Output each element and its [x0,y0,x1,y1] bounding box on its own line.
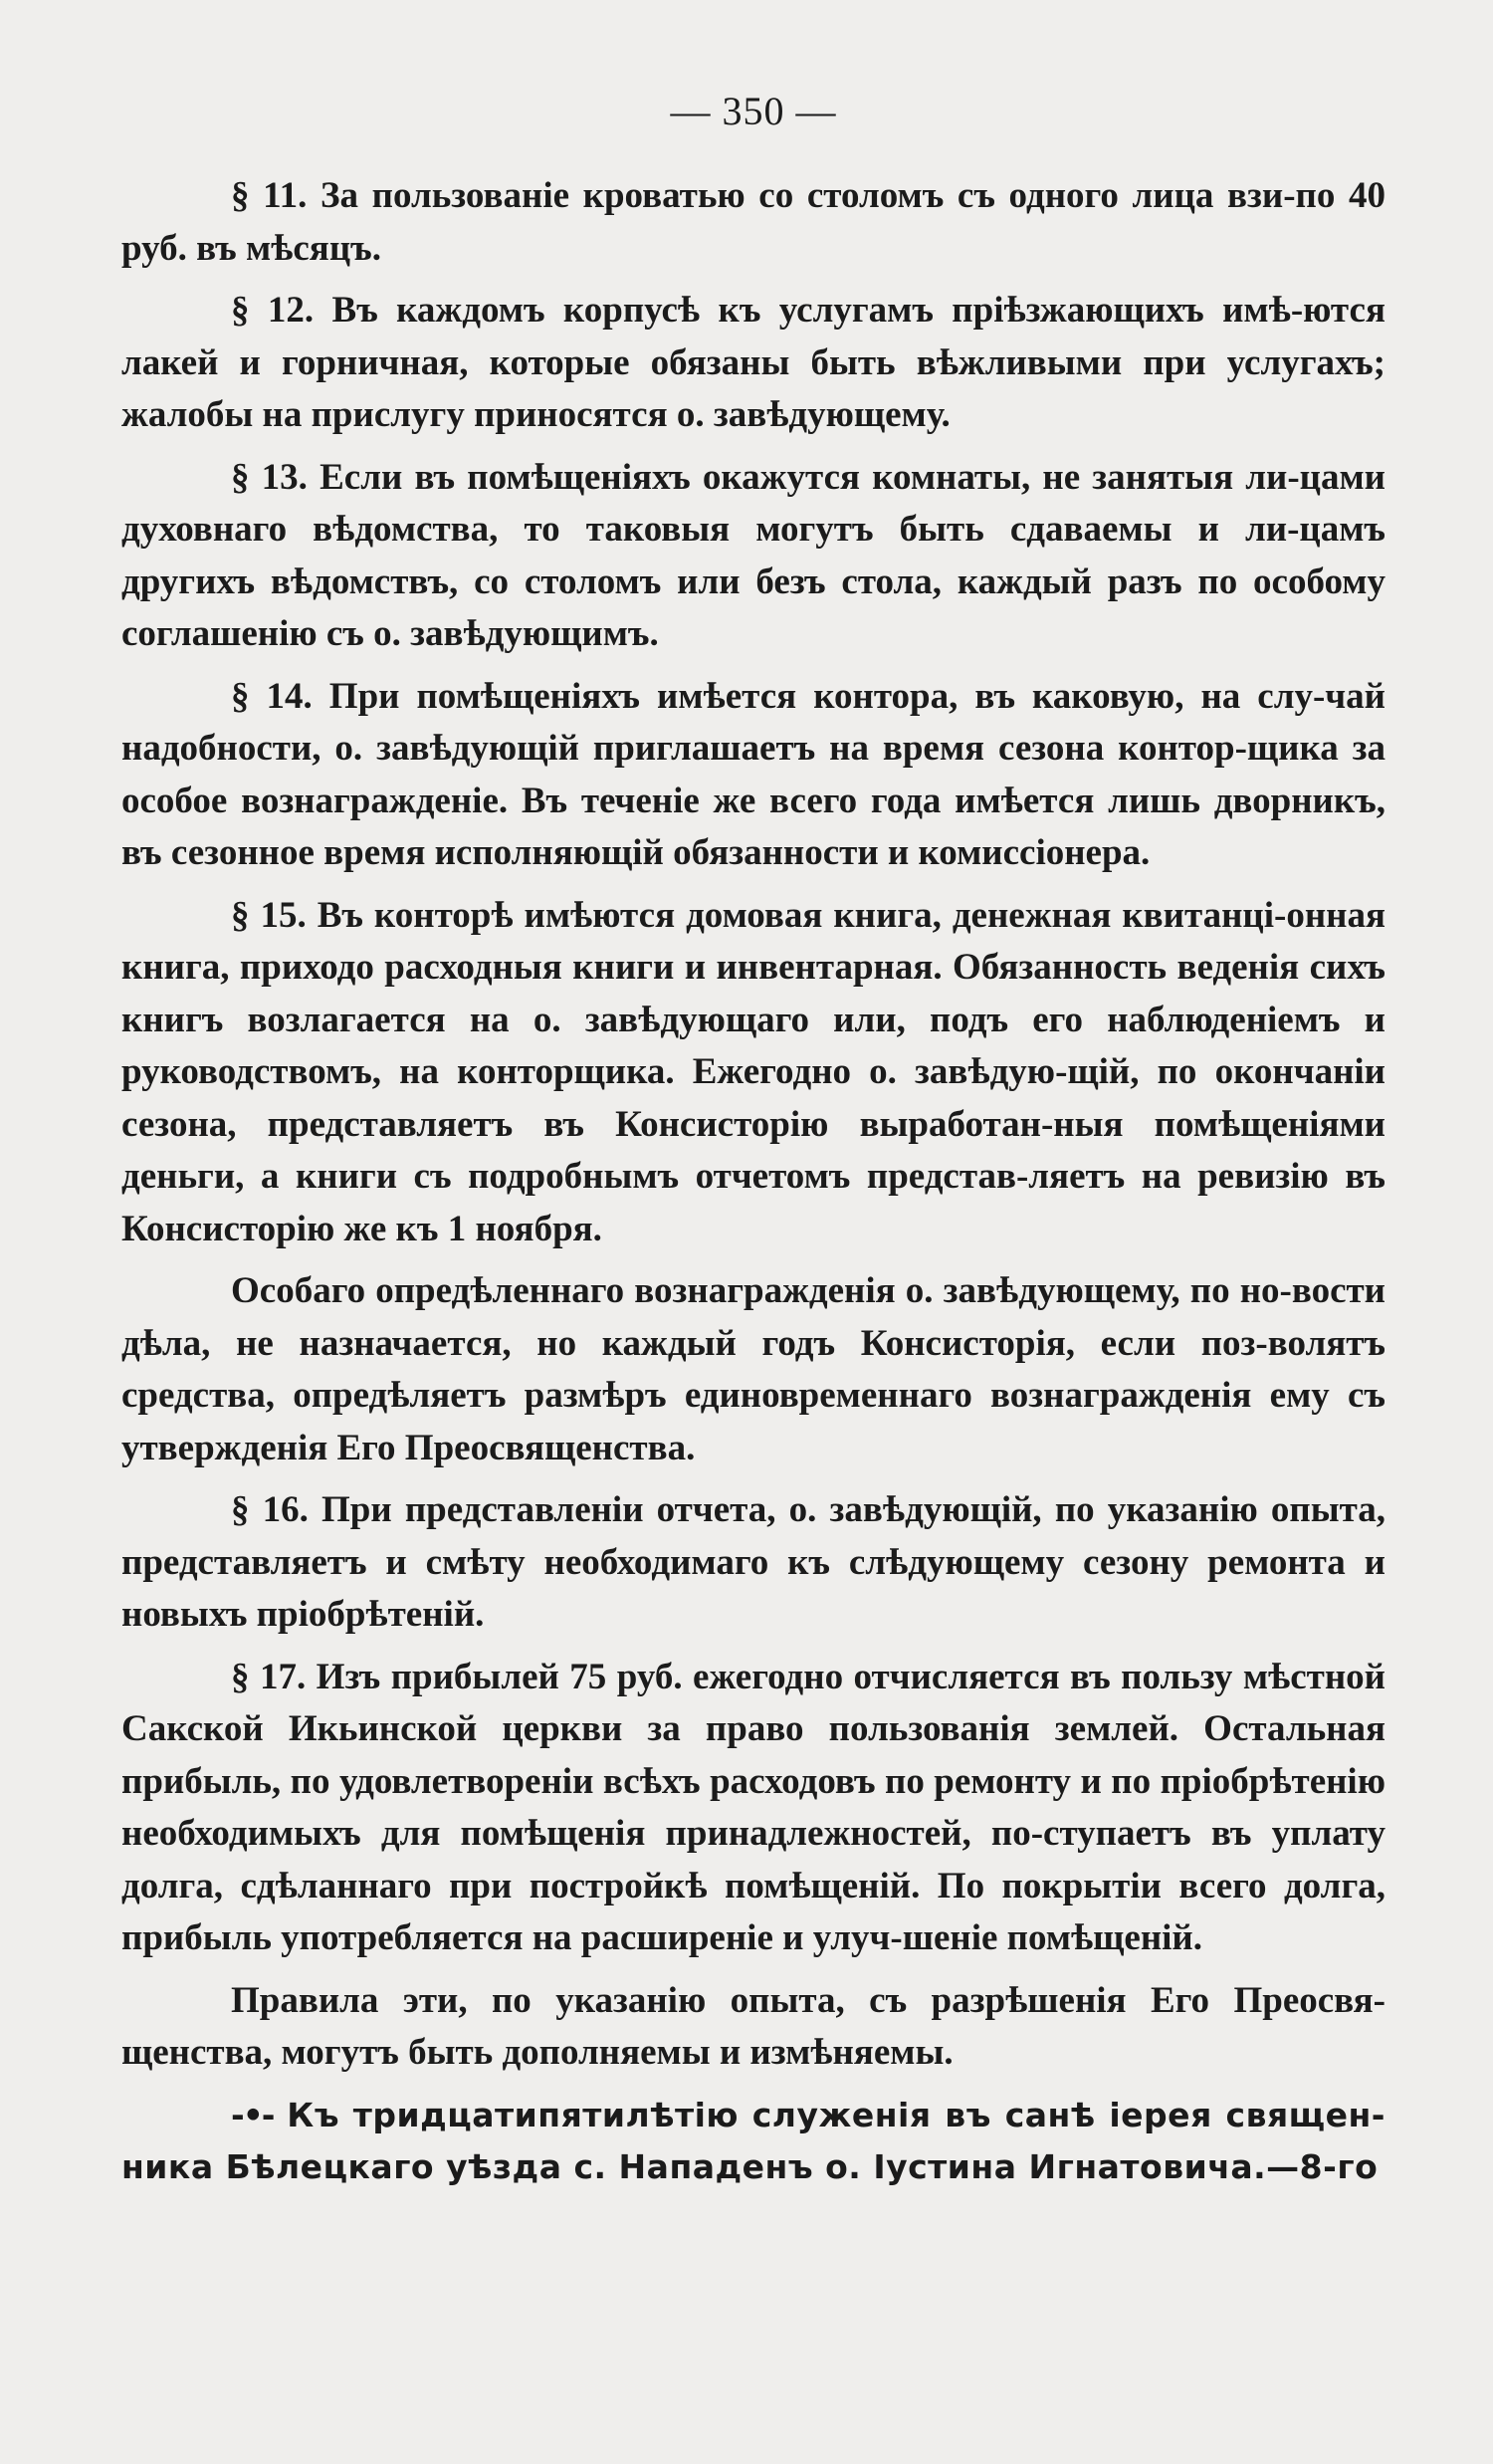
paragraph-remuneration: Особаго опредѣленнаго вознагражденія о. завѣдующему, по но-вости дѣла, не назначается, но каждый годъ Консисторія, если поз-волятъ средства, опредѣляетъ размѣръ единовременнаго вознагражденія ему съ утвержденія Его Преосвященства. [121,1270,1386,1468]
paragraph-11: § 11. За пользованіе кроватью со столомъ съ одного лица взи-по 40 руб. въ мѣсяцъ. [121,175,1386,269]
paragraph-13: § 13. Если въ помѣщеніяхъ окажутся комнаты, не занятыя ли-цами духовнаго вѣдомства, то таковыя могутъ быть сдаваемы и ли-цамъ другихъ вѣдомствъ, со столомъ или безъ стола, каждый разъ по особому соглашенію съ о. завѣдующимъ. [121,456,1386,654]
paragraph-anniversary [121,2090,1386,2194]
section-mark: -•- [231,2095,274,2134]
paragraph-rules: Правила эти, по указанію опыта, съ разрѣшенія Его Преосвя-щенства, могутъ быть дополняемы и измѣняемы. [121,1979,1386,2073]
paragraph-12: § 12. Въ каждомъ корпусѣ къ услугамъ пріѣзжающихъ имѣ-ются лакей и горничная, которые обязаны быть вѣжливыми при услугахъ; жалобы на прислугу приносятся о. завѣдующему. [121,290,1386,435]
paragraph-16: § 16. При представленіи отчета, о. завѣдующій, по указанію опыта, представляетъ и смѣту необходимаго къ слѣдующему сезону ремонта и новыхъ пріобрѣтеній. [121,1489,1386,1635]
paragraph-17: § 17. Изъ прибылей 75 руб. ежегодно отчисляется въ пользу мѣстной Сакской Икьинской церкви за право пользованія землей. Остальная прибыль, по удовлетвореніи всѣхъ расходовъ по ремонту и по пріобрѣтенію необходимыхъ для помѣщенія принадлежностей, по-ступаетъ въ уплату долга, сдѣланнаго при постройкѣ помѣщеній. По покрытіи всего долга, прибыль употребляется на расширеніе и улуч-шеніе помѣщеній. [121,1656,1386,1958]
paragraph-14: § 14. При помѣщеніяхъ имѣется контора, въ каковую, на слу-чай надобности, о. завѣдующій приглашаетъ на время сезона контор-щика за особое вознагражденіе. Въ теченіе же всего года имѣется лишь дворникъ, въ сезонное время исполняющій обязанности и комиссіонера. [121,675,1386,873]
paragraph-15: § 15. Въ конторѣ имѣются домовая книга, денежная квитанці-онная книга, приходо расходныя книги и инвентарная. Обязанность веденія сихъ книгъ возлагается на о. завѣдующаго или, подъ его наблюденіемъ и руководствомъ, на конторщика. Ежегодно о. завѣдую-щій, по окончаніи сезона, представляетъ въ Консисторію выработан-ныя помѣщеніями деньги, а книги съ подробнымъ отчетомъ представ-ляетъ на ревизію въ Консисторію же къ 1 ноября. [121,894,1386,1249]
anniversary-text: Къ тридцатипятилѣтію служенія въ санѣ іерея священ-ника Бѣлецкаго уѣзда с. Нападенъ о. Іустина Игнатовича.—8-го [121,2095,1386,2186]
page-number: — 350 — [670,89,837,133]
